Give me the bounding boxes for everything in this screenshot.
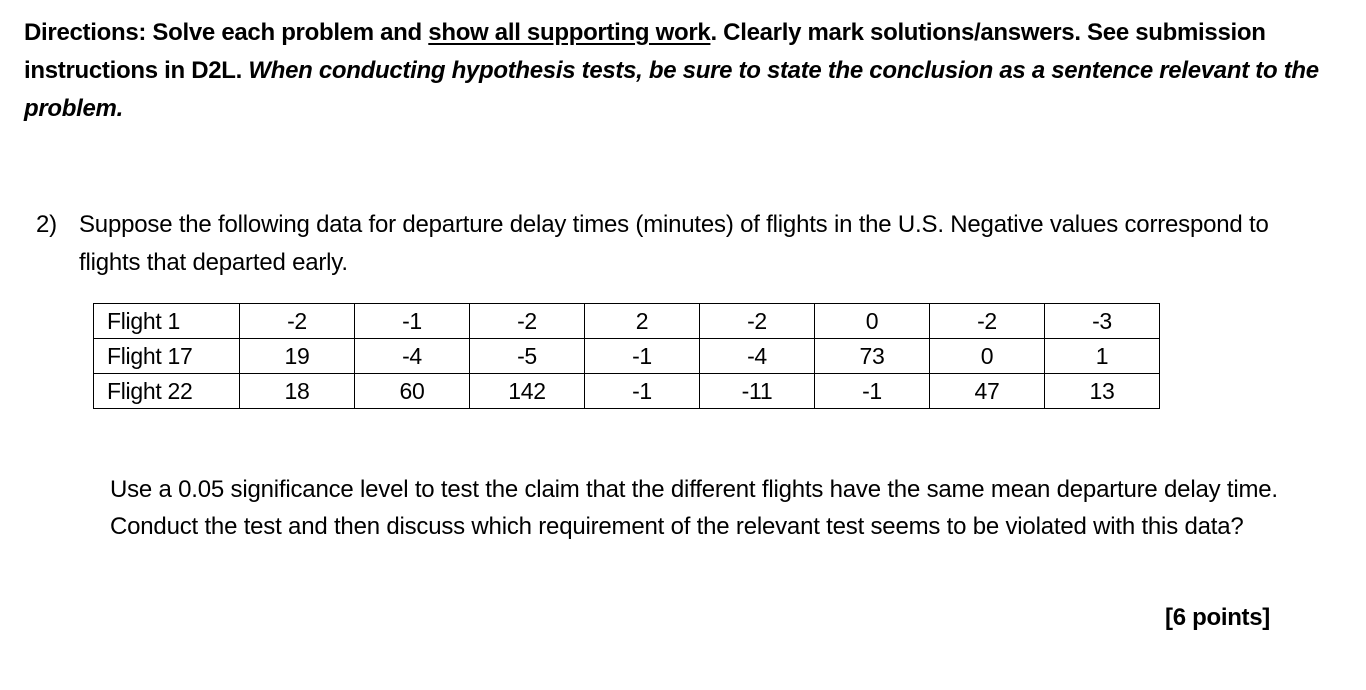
table-cell: 2 <box>585 304 700 339</box>
table-cell: 0 <box>815 304 930 339</box>
table-cell: 60 <box>355 374 470 409</box>
table-cell: 13 <box>1045 374 1160 409</box>
table-cell: -4 <box>700 339 815 374</box>
directions-middle: . Clearly mark solutions/answers. See submission instructions in D2L. <box>24 19 1266 84</box>
table-row <box>94 339 1160 374</box>
delay-data-table <box>93 303 1160 409</box>
row-label: Flight 1 <box>94 304 240 339</box>
table-cell: 47 <box>930 374 1045 409</box>
directions-lead: Directions: Solve each problem and <box>24 19 429 46</box>
table-cell: -2 <box>930 304 1045 339</box>
problem-text: Suppose the following data for departure delay times (minutes) of flights in the U.S. Negative values correspond to flights that departed early. <box>79 211 1269 276</box>
table-cell: -1 <box>815 374 930 409</box>
table-cell: 73 <box>815 339 930 374</box>
table-cell: -2 <box>240 304 355 339</box>
directions-underlined: show all supporting work <box>428 19 711 46</box>
table-cell: 18 <box>240 374 355 409</box>
table-cell: -5 <box>470 339 585 374</box>
table-cell: 19 <box>240 339 355 374</box>
points-label: [6 points] <box>1165 604 1270 631</box>
table-row <box>94 304 1160 339</box>
table-cell: 1 <box>1045 339 1160 374</box>
table-row <box>94 374 1160 409</box>
problem-number: 2) <box>36 211 57 238</box>
table-cell: -1 <box>585 339 700 374</box>
table-cell: -1 <box>355 304 470 339</box>
table-cell: -2 <box>470 304 585 339</box>
table-cell: -1 <box>585 374 700 409</box>
problem-statement <box>36 206 1326 282</box>
directions-italic: When conducting hypothesis tests, be sure to state the conclusion as a sentence relevant to the problem. <box>24 57 1319 122</box>
table-cell: 0 <box>930 339 1045 374</box>
directions-text <box>24 14 1324 128</box>
table-cell: -4 <box>355 339 470 374</box>
test-instruction: Use a 0.05 significance level to test the claim that the different flights have the same mean departure delay time. Conduct the test and then discuss which requirement of the relevant test seems to be violated with this data? <box>110 476 1278 540</box>
table-cell: 142 <box>470 374 585 409</box>
table-cell: -11 <box>700 374 815 409</box>
row-label: Flight 17 <box>94 339 240 374</box>
row-label: Flight 22 <box>94 374 240 409</box>
table-cell: -2 <box>700 304 815 339</box>
delay-data-table-body <box>94 304 1160 409</box>
table-cell: -3 <box>1045 304 1160 339</box>
